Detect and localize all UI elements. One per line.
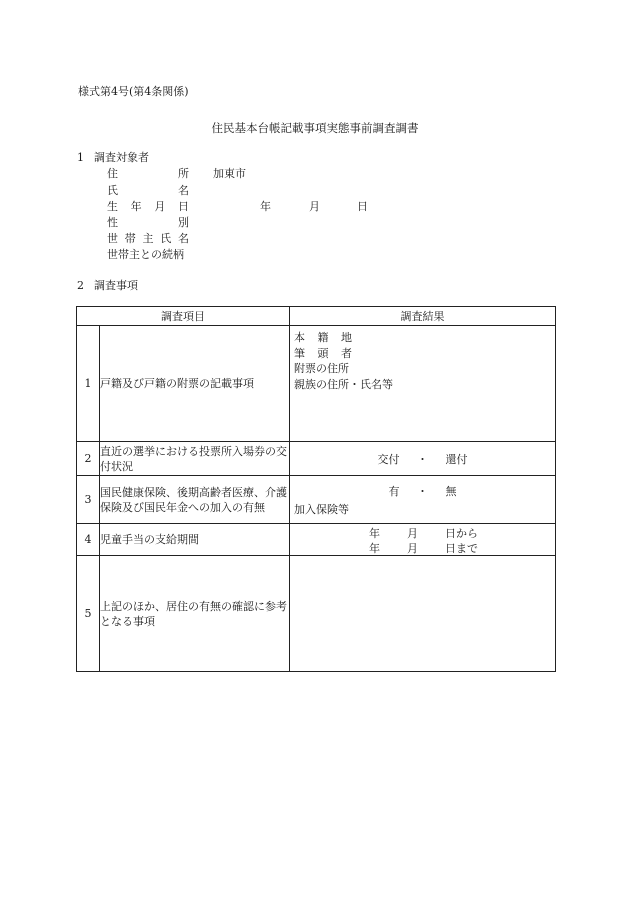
- row-item: 戸籍及び戸籍の附票の記載事項: [100, 326, 290, 442]
- table-row: [77, 556, 556, 672]
- field-birthdate-day: 日: [357, 200, 368, 213]
- field-birthdate-label-char: 月: [154, 200, 166, 213]
- period-to-year: 年: [369, 541, 380, 555]
- table-row: [77, 524, 556, 556]
- period-from-day: 日から: [445, 526, 478, 540]
- result-line-char: 籍: [317, 331, 329, 344]
- field-address-label-char: 所: [178, 167, 189, 180]
- row-item: 直近の選挙における投票所入場券の交付状況: [100, 442, 290, 476]
- table-header-row: [77, 307, 556, 326]
- result-line-fuhyou: 附票の住所: [294, 362, 349, 375]
- field-householder-label-char: 主: [142, 232, 154, 245]
- field-birthdate-label-char: 日: [177, 200, 189, 213]
- period-to: [290, 540, 555, 555]
- table-row: [77, 326, 556, 442]
- option-no: 無: [445, 484, 457, 498]
- document-title: 住民基本台帳記載事項実態事前調査調書: [211, 121, 419, 135]
- result-line-char: 本: [294, 331, 305, 344]
- field-name-label: [107, 184, 189, 198]
- result-note: 加入保険等: [294, 502, 349, 516]
- result-line-honseki: [294, 330, 352, 346]
- option-yes: 有: [388, 484, 400, 498]
- option-separator: ・: [417, 452, 428, 466]
- row-item: 上記のほか、居住の有無の確認に参考となる事項: [100, 556, 290, 672]
- field-birthdate-label-char: 生: [107, 200, 118, 213]
- row-number: 5: [77, 556, 100, 672]
- section1-heading: 調査対象者: [94, 151, 149, 164]
- row-number: 4: [77, 524, 100, 556]
- period-from: [290, 525, 555, 540]
- row-result-cell: [290, 524, 556, 556]
- result-line-char: 者: [341, 346, 352, 360]
- table-row: [77, 476, 556, 524]
- header-item: 調査項目: [77, 307, 290, 326]
- field-birthdate-label-char: 年: [130, 200, 142, 213]
- period-from-month: 月: [407, 526, 418, 540]
- option-issued: 交付: [377, 452, 400, 466]
- result-line-hittousha: [294, 346, 352, 362]
- field-householder-label-char: 世: [107, 232, 118, 245]
- option-returned: 還付: [445, 452, 468, 466]
- period-to-month: 月: [407, 541, 418, 555]
- result-options: [290, 483, 555, 499]
- result-line-char: 地: [341, 331, 352, 344]
- field-sex-label-char: 性: [107, 216, 118, 229]
- period-to-day: 日まで: [445, 541, 478, 555]
- table-row: [77, 442, 556, 476]
- option-separator: ・: [417, 484, 428, 498]
- row-number: 3: [77, 476, 100, 524]
- field-relation-label: 世帯主との続柄: [107, 248, 184, 261]
- field-name-label-char: 氏: [107, 184, 118, 197]
- row-number: 1: [77, 326, 100, 442]
- field-sex-label: [107, 216, 189, 230]
- result-options: [290, 451, 555, 467]
- result-line-char: 筆: [294, 346, 305, 360]
- header-result: 調査結果: [290, 307, 556, 326]
- field-birthdate-label: [107, 200, 189, 214]
- field-sex-label-char: 別: [178, 216, 189, 229]
- field-birthdate-month: 月: [309, 200, 320, 213]
- result-line-char: 頭: [317, 346, 329, 360]
- row-result-lines: [290, 326, 555, 392]
- field-address-label: [107, 167, 189, 181]
- row-result-cell: [290, 556, 556, 672]
- period-from-year: 年: [369, 526, 380, 540]
- section1-number: 1: [77, 151, 84, 164]
- field-address-value: 加東市: [213, 167, 246, 180]
- result-line-shinzoku: 親族の住所・氏名等: [294, 377, 393, 391]
- row-item: 国民健康保険、後期高齢者医療、介護保険及び国民年金への加入の有無: [100, 476, 290, 524]
- field-householder-label-char: 名: [178, 232, 189, 245]
- row-number: 2: [77, 442, 100, 476]
- row-result-cell: [290, 442, 556, 476]
- field-householder-label: [107, 232, 189, 246]
- row-result-cell: [290, 326, 556, 442]
- row-result-cell: [290, 476, 556, 524]
- row-item: 児童手当の支給期間: [100, 524, 290, 556]
- survey-table: [76, 306, 556, 672]
- section2-number: 2: [77, 279, 84, 292]
- field-householder-label-char: 氏: [160, 232, 172, 245]
- section2-heading: 調査事項: [94, 279, 138, 292]
- field-birthdate-year: 年: [260, 200, 271, 213]
- field-householder-label-char: 帯: [124, 232, 136, 245]
- field-address-label-char: 住: [107, 167, 118, 180]
- form-number: 様式第4号(第4条関係): [78, 85, 189, 98]
- field-name-label-char: 名: [178, 184, 189, 197]
